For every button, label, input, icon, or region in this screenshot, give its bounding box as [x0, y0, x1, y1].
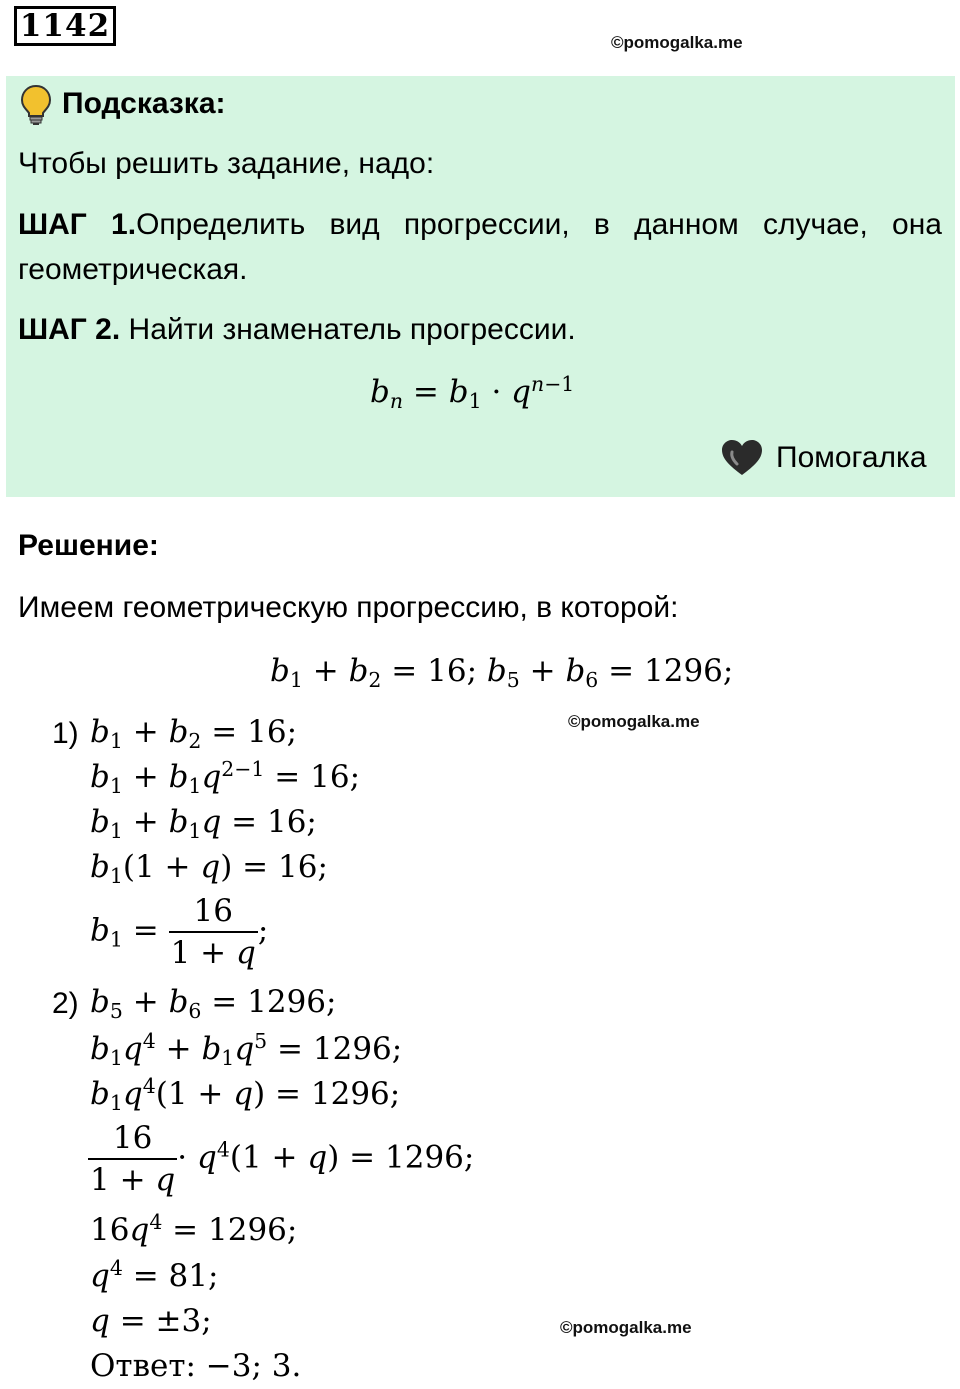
hint-intro: Чтобы решить задание, надо: — [18, 147, 435, 180]
step1-label: ШАГ 1. — [18, 208, 137, 241]
hint-brand: Помогалка — [776, 441, 927, 474]
solution-intro: Имеем геометрическую прогрессию, в которой: — [18, 591, 679, 624]
solution-line-2: $b_1 + b_1q^{2-1} = 16$; — [90, 756, 361, 799]
solution-line-10: $16q^4 = 1296$; — [90, 1209, 298, 1248]
step1-text: Определить вид прогрессии, в данном случае, она — [136, 208, 942, 241]
lightbulb-icon — [20, 84, 52, 126]
solution-line-12: q = ±3; — [90, 1303, 212, 1339]
hint-step1-line2: геометрическая. — [18, 253, 248, 286]
step2-text: Найти знаменатель прогрессии. — [120, 313, 576, 346]
fraction-16-over-1-plus-q-2: $\frac{16}{1 + q}$ — [90, 1120, 176, 1198]
solution-line-9: $\frac{16}{1 + q}$ · $q^4(1 + q) = 1296$; — [90, 1120, 475, 1198]
hint-step2 — [18, 312, 576, 348]
solution-line-5: $b_1$ = $\frac{16}{1 + q}$ ; — [90, 893, 269, 971]
watermark-bottom: ©pomogalka.me — [560, 1318, 692, 1337]
given-equations: $b_1 + b_2 = 16$; $b_5 + b_6 = 1296$; — [270, 653, 734, 693]
solution-line-6: $b_5 + b_6 = 1296$; — [90, 984, 337, 1024]
watermark-middle: ©pomogalka.me — [568, 712, 700, 731]
task-number: 1142 — [14, 6, 116, 46]
part1-label: 1) — [52, 717, 79, 750]
fraction-16-over-1-plus-q: $\frac{16}{1 + q}$ — [170, 893, 256, 971]
solution-line-8: $b_1q^4(1 + q) = 1296$; — [90, 1073, 401, 1116]
hint-formula: $b_n = b_1 \cdot q^{n-1}$ — [370, 371, 575, 414]
part2-label: 2) — [52, 987, 79, 1020]
answer-line: Ответ: −3; 3. — [90, 1348, 302, 1384]
solution-line-7: $b_1q^4 + b_1q^5 = 1296$; — [90, 1028, 403, 1071]
hint-step1-line1 — [18, 207, 942, 243]
solution-line-11: $q^4 = 81$; — [90, 1255, 219, 1294]
heart-icon — [720, 438, 764, 478]
watermark-top: ©pomogalka.me — [611, 33, 743, 52]
solution-title: Решение: — [18, 529, 159, 562]
solution-line-3: $b_1 + b_1q = 16$; — [90, 804, 317, 844]
solution-line-4: $b_1(1 + q) = 16$; — [90, 849, 328, 889]
hint-title: Подсказка: — [62, 87, 226, 120]
solution-line-1: $b_1 + b_2 = 16$; — [90, 714, 298, 754]
step2-label: ШАГ 2. — [18, 313, 121, 346]
